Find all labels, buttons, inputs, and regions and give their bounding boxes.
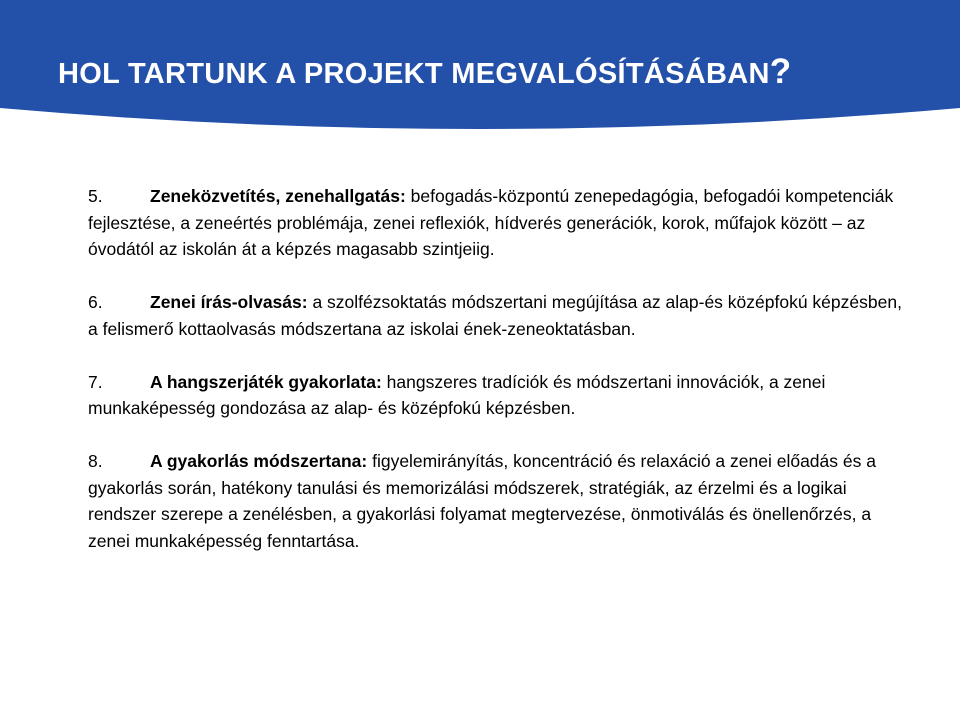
list-item-heading: A hangszerjáték gyakorlata: (150, 371, 382, 392)
list-item-7 (88, 369, 908, 422)
list-item-text: hangszeres tradíciók és módszertani innovációk, a zenei munkaképesség gondozása az alap- és középfokú képzésben. (88, 371, 826, 418)
list-item-number: 7. (88, 371, 103, 392)
list-item-number: 8. (88, 451, 103, 471)
slide-body (88, 183, 908, 581)
list-item-heading: A gyakorlás módszertana: (150, 451, 368, 471)
list-item-6 (88, 289, 908, 342)
slide-title (58, 52, 791, 92)
list-item-text: befogadás-központú zenepedagógia, befogadói kompetenciák fejlesztése, a zeneértés problémája, zenei reflexiók, hídverés generációk, korok, műfajok között – az óvodától az iskolán át a képzés magasabb szintjeiig. (88, 186, 894, 259)
list-item-heading: Zenei írás-olvasás: (150, 292, 308, 312)
list-item-text: a szolfézsoktatás módszertani megújítása az alap-és középfokú képzésben, a felismerő kottaolvasás módszertana az iskolai ének-zeneoktatásban. (88, 292, 902, 339)
list-item-5 (88, 183, 908, 263)
list-item-number: 6. (88, 292, 103, 312)
slide-title-text: HOL TARTUNK A PROJEKT MEGVALÓSÍTÁSÁBAN (58, 58, 770, 90)
slide-title-question-mark: ? (769, 52, 792, 91)
list-item-8 (88, 448, 908, 554)
list-item-heading: Zeneközvetítés, zenehallgatás: (150, 186, 406, 206)
list-item-number: 5. (88, 186, 103, 206)
list-item-text: figyelemirányítás, koncentráció és relaxáció a zenei előadás és a gyakorlás során, hatékony tanulási és memorizálási módszerek, stratégiák, az érzelmi és a logikai rendszer szerepe a zenélésben, a gyakorlási folyamat megtervezése, önmotiválás és önellenőrzés, a zenei munkaképesség fenntartása. (88, 451, 876, 551)
